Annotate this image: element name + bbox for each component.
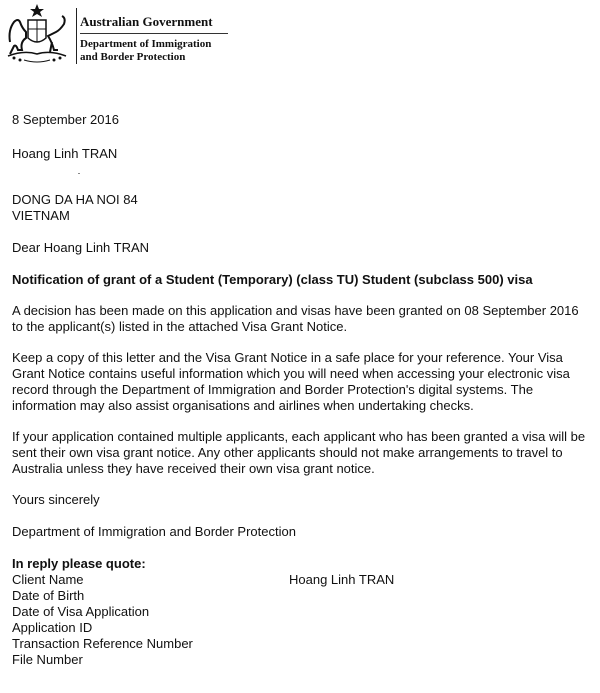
addressee-name: Hoang Linh TRAN — [12, 146, 118, 161]
reply-quote-block — [12, 556, 592, 668]
address-line-2: VIETNAM — [12, 208, 70, 223]
reply-row — [12, 620, 592, 636]
reply-row — [12, 636, 592, 652]
closing: Yours sincerely — [12, 492, 100, 507]
department-line-1: Department of Immigration — [80, 38, 212, 50]
paragraph-decision: A decision has been made on this application and visas have been granted on 08 September 2016 to the applicant(s) listed in the attached Visa Grant Notice. — [12, 303, 579, 334]
reply-row — [12, 588, 592, 604]
letter-body — [12, 112, 592, 668]
reply-quote-heading: In reply please quote: — [12, 556, 146, 571]
salutation: Dear Hoang Linh TRAN — [12, 240, 150, 255]
reply-label-client-name: Client Name — [12, 572, 84, 587]
paragraph-multiple-applicants: If your application contained multiple applicants, each applicant who has been granted a visa will be sent their own visa grant notice. Any other applicants should not make arrangements to travel to Australia unless they have received their own visa grant notice. — [12, 429, 586, 476]
letterhead-rule — [80, 33, 228, 34]
letter-subject: Notification of grant of a Student (Temporary) (class TU) Student (subclass 500) visa — [12, 272, 533, 287]
coat-of-arms-icon — [4, 2, 70, 66]
address-line-1: DONG DA HA NOI 84 — [12, 192, 138, 207]
letterhead — [4, 2, 304, 68]
reply-label-application-id: Application ID — [12, 620, 93, 635]
reply-row — [12, 572, 592, 588]
paragraph-keep-copy: Keep a copy of this letter and the Visa Grant Notice in a safe place for your reference. Your Visa Grant Notice contains useful information which you will need when accessing your electronic visa record through the Department of Immigration and Border Protection's digital systems. The information may also assist organisations and airlines when undertaking checks. — [12, 350, 570, 413]
reply-label-date-of-birth: Date of Birth — [12, 588, 85, 603]
postal-address — [12, 192, 592, 224]
reply-label-date-of-visa-application: Date of Visa Application — [12, 604, 150, 619]
government-name: Australian Government — [80, 14, 213, 29]
signoff-department: Department of Immigration and Border Protection — [12, 524, 296, 539]
reply-row — [12, 604, 592, 620]
department-name — [80, 38, 280, 64]
reply-label-transaction-reference-number: Transaction Reference Number — [12, 636, 193, 651]
letterhead-divider — [76, 8, 77, 64]
reply-value-client-name: Hoang Linh TRAN — [289, 572, 395, 587]
department-line-2: and Border Protection — [80, 51, 186, 63]
reply-label-file-number: File Number — [12, 652, 83, 667]
letter-date: 8 September 2016 — [12, 112, 119, 127]
reply-row — [12, 652, 592, 668]
